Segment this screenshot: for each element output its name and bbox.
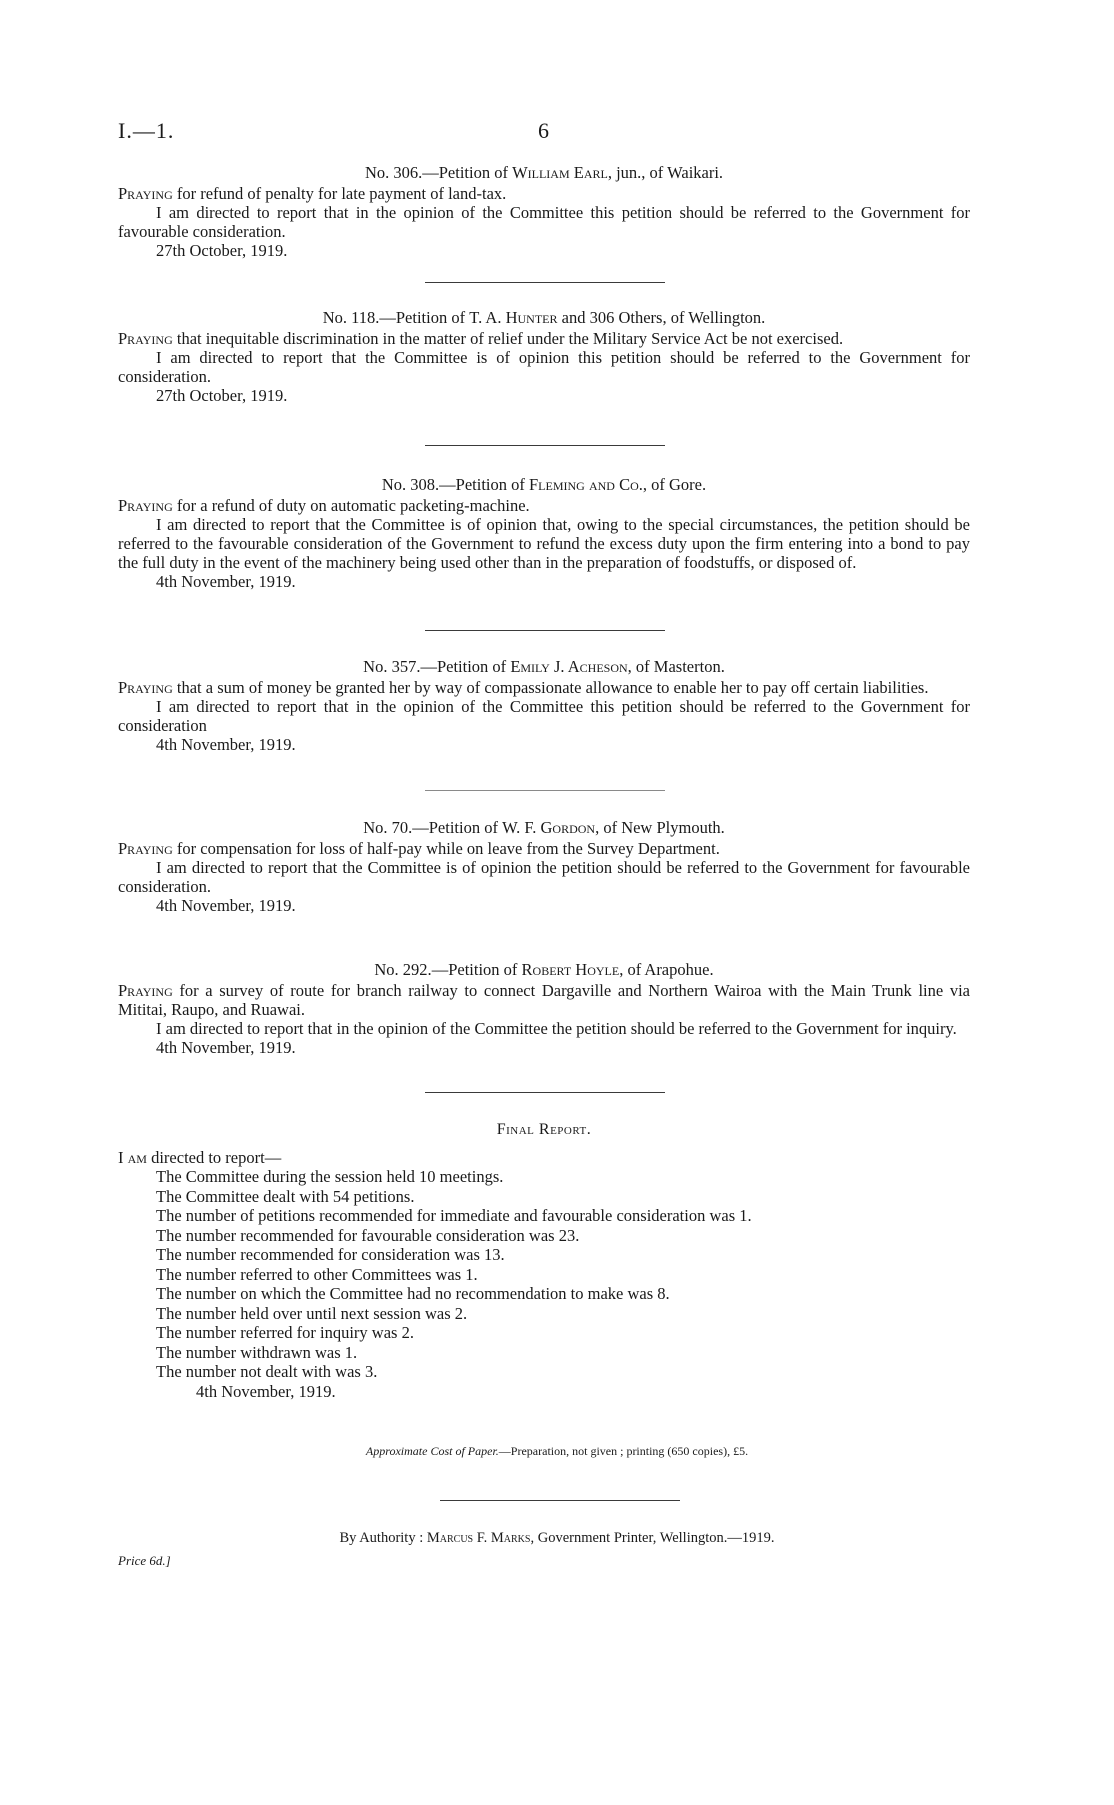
praying-text: Praying for refund of penalty for late payment of land-tax. xyxy=(118,184,507,203)
petition-title: No. 70.—Petition of W. F. Gordon, of New Plymouth. xyxy=(363,818,725,837)
report-line: The number of petitions recommended for immediate and favourable consideration was 1. xyxy=(156,1206,752,1225)
final-report xyxy=(118,1120,970,1401)
price: Price 6d.] xyxy=(118,1553,171,1568)
section-divider xyxy=(425,282,665,283)
praying-text: Praying for a refund of duty on automatic packeting-machine. xyxy=(118,496,530,515)
report-date: 4th November, 1919. xyxy=(156,896,296,915)
praying-text: Praying that a sum of money be granted her by way of compassionate allowance to enable her to pay off certain liabilities. xyxy=(118,678,929,697)
paper-reference: I.—1. xyxy=(118,118,175,143)
report-date: 4th November, 1919. xyxy=(156,735,296,754)
report-line: The number recommended for consideration was 13. xyxy=(156,1245,505,1264)
petitioner-name: Fleming and Co. xyxy=(529,475,643,494)
report-line: The number recommended for favourable consideration was 23. xyxy=(156,1225,580,1245)
petition-118 xyxy=(118,308,970,405)
report-text: I am directed to report that in the opinion of the Committee this petition should be referred to the Government for consideration xyxy=(118,697,970,735)
report-text: I am directed to report that in the opinion of the Committee the petition should be referred to the Government for inquiry. xyxy=(156,1019,957,1038)
petition-title: No. 292.—Petition of Robert Hoyle, of Arapohue. xyxy=(374,960,714,979)
report-date: 27th October, 1919. xyxy=(156,386,288,405)
petitioner-name: William Earl xyxy=(512,163,608,182)
report-date: 27th October, 1919. xyxy=(156,241,288,260)
final-report-title: Final Report. xyxy=(496,1121,592,1138)
section-divider xyxy=(425,790,665,791)
report-date: 4th November, 1919. xyxy=(156,572,296,591)
printer-line: By Authority : Marcus F. Marks, Government Printer, Wellington.—1919. xyxy=(339,1530,775,1546)
petitioner-name: Robert Hoyle xyxy=(521,960,620,979)
report-text: I am directed to report that the Committee is of opinion that, owing to the special circumstances, the petition should be referred to the favourable consideration of the Government to refund the excess duty upon the firm entering into a bond to pay the full duty in the event of the machinery being used other than in the preparation of foodstuffs, or disposed of. xyxy=(118,515,970,572)
petition-title: No. 118.—Petition of T. A. Hunter and 306 Others, of Wellington. xyxy=(322,308,766,327)
report-line: The number not dealt with was 3. xyxy=(156,1362,378,1381)
petition-70 xyxy=(118,818,970,915)
petitioner-name: W. F. Gordon xyxy=(502,818,596,837)
praying-text: Praying that inequitable discrimination in the matter of relief under the Military Service Act be not exercised. xyxy=(118,329,844,348)
report-line: The Committee during the session held 10 meetings. xyxy=(156,1167,504,1186)
petition-357 xyxy=(118,657,970,754)
petition-title: No. 357.—Petition of Emily J. Acheson, of Masterton. xyxy=(363,657,725,676)
footer-divider xyxy=(440,1500,680,1501)
report-text: I am directed to report that in the opinion of the Committee this petition should be referred to the Government for favourable consideration. xyxy=(118,203,970,241)
report-text: I am directed to report that the Committee is of opinion this petition should be referred to the Government for consideration. xyxy=(118,348,970,386)
report-text: I am directed to report that the Committee is of opinion the petition should be referred to the Government for favourable consideration. xyxy=(118,858,970,896)
petitioner-name: T. A. Hunter xyxy=(469,308,558,327)
petition-308 xyxy=(118,475,970,591)
petitioner-name: Emily J. Acheson xyxy=(510,657,628,676)
petition-title: No. 308.—Petition of Fleming and Co., of Gore. xyxy=(381,475,707,494)
section-divider xyxy=(425,445,665,446)
final-report-intro: I am directed to report— xyxy=(118,1147,282,1167)
cost-of-paper: Approximate Cost of Paper.—Preparation, not given ; printing (650 copies), £5. xyxy=(365,1444,749,1458)
praying-text: Praying for compensation for loss of half-pay while on leave from the Survey Department. xyxy=(118,839,720,858)
report-line: The number referred to other Committees was 1. xyxy=(156,1264,478,1284)
section-divider xyxy=(425,630,665,631)
final-report-date: 4th November, 1919. xyxy=(196,1381,336,1401)
praying-text: Praying for a survey of route for branch railway to connect Dargaville and Northern Wairoa with the Main Trunk line via Mititai, Raupo, and Ruawai. xyxy=(118,981,970,1019)
page-number: 6 xyxy=(538,118,549,143)
petition-title: No. 306.—Petition of William Earl, jun., of Waikari. xyxy=(364,163,724,182)
petition-306 xyxy=(118,163,970,260)
report-line: The number withdrawn was 1. xyxy=(156,1342,358,1362)
section-divider xyxy=(425,1092,665,1093)
petition-292 xyxy=(118,960,970,1057)
report-line: The number referred for inquiry was 2. xyxy=(156,1323,414,1342)
report-line: The number held over until next session was 2. xyxy=(156,1303,468,1323)
report-line: The Committee dealt with 54 petitions. xyxy=(156,1186,415,1206)
report-date: 4th November, 1919. xyxy=(156,1038,296,1057)
report-line: The number on which the Committee had no recommendation to make was 8. xyxy=(156,1284,670,1303)
